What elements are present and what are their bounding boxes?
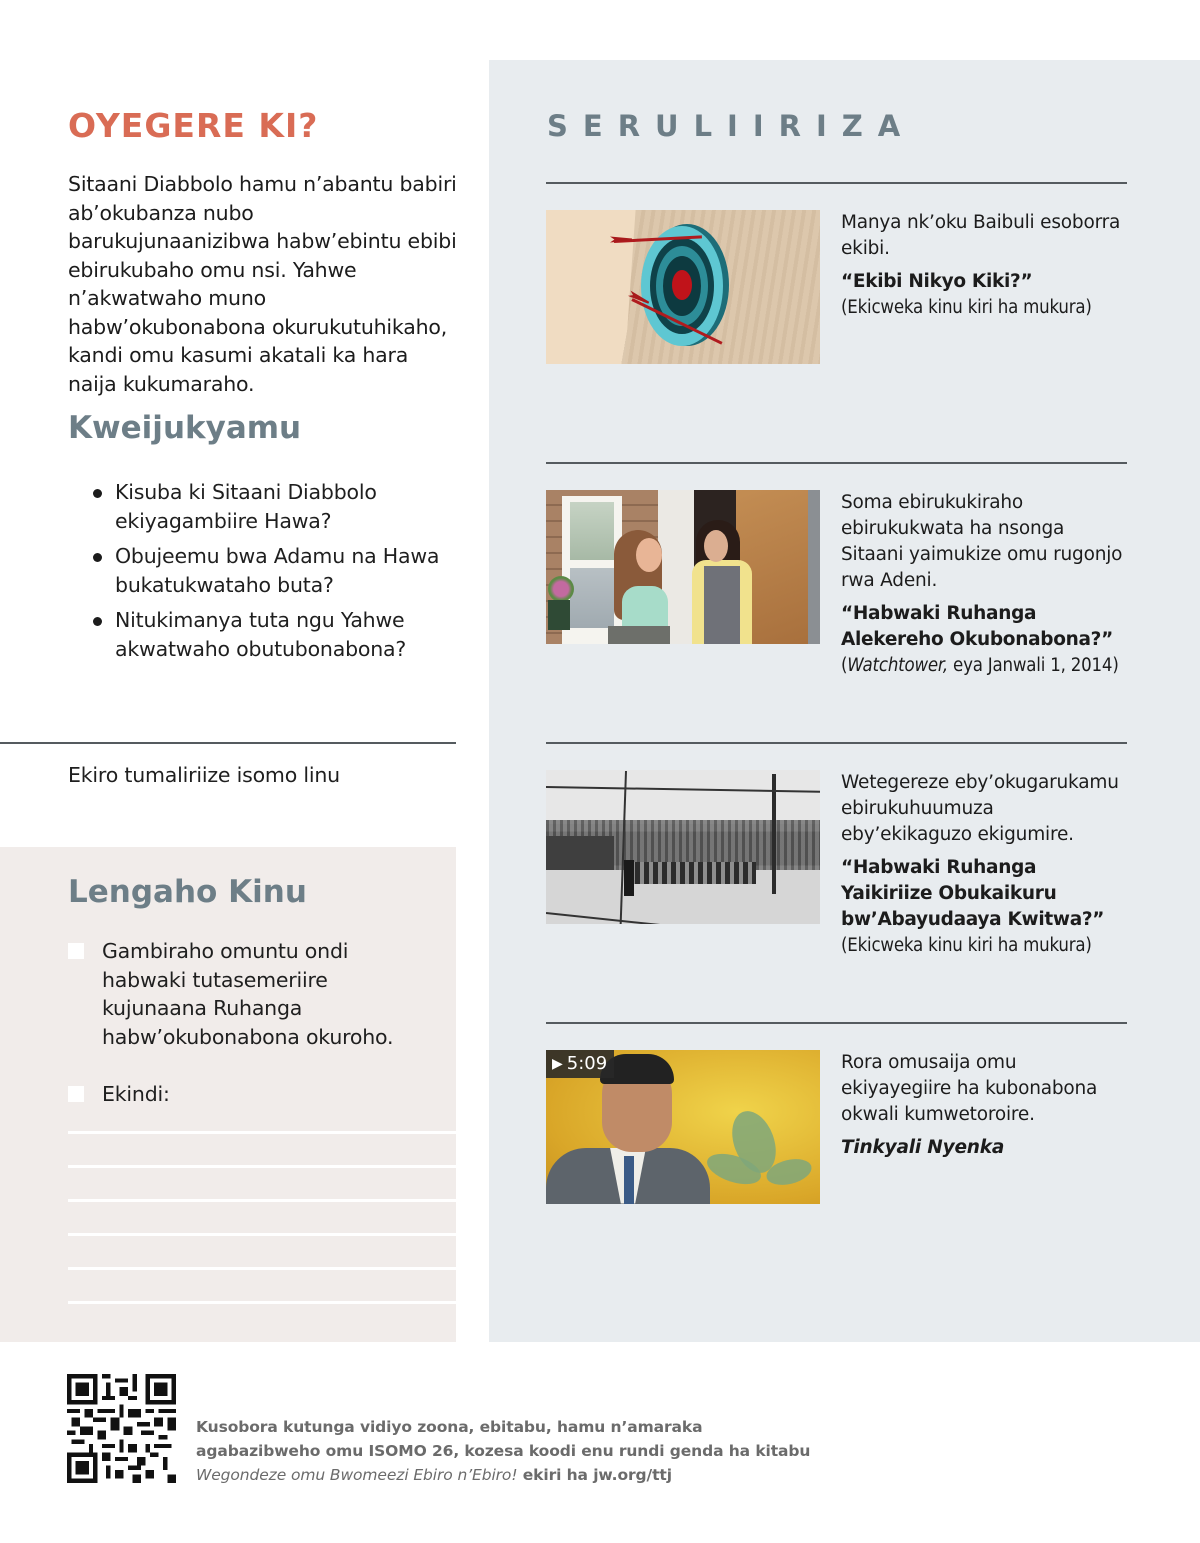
goal-item-other [68, 1080, 438, 1109]
review-question-list [68, 478, 458, 663]
divider [546, 742, 1127, 744]
goal-panel [0, 847, 456, 1342]
checkbox[interactable] [68, 943, 84, 959]
target-image[interactable] [546, 210, 820, 364]
explore-panel [489, 60, 1200, 1342]
summary-section [68, 106, 458, 398]
divider [546, 462, 1127, 464]
summary-body: Sitaani Diabbolo hamu n’abantu babiri ab’okubanza nubo barukujunaanizibwa habw’ebintu ebibi ebirukubaho omu nsi. Yahwe n’akwatwaho muno habw’okubonabona okurukutuhikaho, kandi omu kasumi akatali ka hara naija kukumaraho. [68, 172, 457, 396]
goal-item-label: Ekindi: [102, 1081, 170, 1106]
footer-note: Kusobora kutunga vidiyo zoona, ebitabu, hamu n’amaraka agabazibweho omu ISOMO 26, kozesa koodi enu rundi genda ha kitabu Wegondeze omu Bwomeezi Ebiro n’Ebiro! ekiri ha jw.org/ttj [196, 1418, 811, 1484]
resource-item[interactable] [546, 462, 1127, 679]
goal-checklist [68, 937, 438, 1137]
goal-title: Lengaho Kinu [68, 874, 307, 910]
goal-item [68, 937, 438, 1052]
resource-item[interactable] [546, 182, 1127, 364]
resource-description: Manya nk’oku Baibuli esoborra ekibi. [841, 211, 1121, 259]
divider [0, 742, 456, 744]
checkbox[interactable] [68, 1086, 84, 1102]
camp-image[interactable] [546, 770, 820, 924]
resource-link[interactable]: “Habwaki Ruhanga Alekereho Okubonabona?” [841, 602, 1113, 650]
write-line[interactable] [68, 1233, 456, 1236]
resource-reference: “Ekibi Nikyo Kiki?” (Ekicweka kinu kiri ha mukura) [841, 270, 1092, 318]
qr-code[interactable] [67, 1374, 176, 1483]
review-question: Kisuba ki Sitaani Diabbolo ekiyagambiire Hawa? [93, 478, 458, 535]
write-line[interactable] [68, 1131, 456, 1134]
video-duration-badge [546, 1050, 614, 1078]
resource-reference: “Habwaki Ruhanga Yaikiriize Obukaikuru bw’Abayudaaya Kwitwa?” (Ekicweka kinu kiri ha mukura) [841, 856, 1105, 956]
resource-item[interactable] [546, 742, 1127, 959]
explore-title: SERULIIRIZA [547, 109, 916, 143]
completion-date-prompt: Ekiro tumaliriize isomo linu [68, 763, 340, 787]
video-resource-item[interactable] [546, 1022, 1127, 1204]
review-section [68, 408, 458, 670]
resource-description: Soma ebirukukiraho ebirukukwata ha nsonga Sitaani yaimukize omu rugonjo rwa Adeni. [841, 491, 1123, 591]
write-in-lines[interactable] [68, 1131, 456, 1335]
review-question: Nitukimanya tuta ngu Yahwe akwatwaho obutubonabona? [93, 606, 458, 663]
write-line[interactable] [68, 1199, 456, 1202]
bullet-icon [93, 489, 102, 498]
review-title: Kweijukyamu [68, 410, 302, 446]
play-icon: ▶ [552, 1055, 563, 1072]
video-title-link[interactable]: Tinkyali Nyenka [841, 1136, 1005, 1158]
video-duration: 5:09 [566, 1052, 608, 1074]
resource-description: Wetegereze eby’okugarukamu ebirukuhuumuza eby’ekikaguzo ekigumire. [841, 771, 1119, 845]
write-line[interactable] [68, 1301, 456, 1304]
divider [546, 182, 1127, 184]
resource-link[interactable]: “Habwaki Ruhanga Yaikiriize Obukaikuru bw’Abayudaaya Kwitwa?” [841, 856, 1105, 930]
resource-description: Rora omusaija omu ekiyayegiire ha kubonabona okwali kumwetoroire. [841, 1051, 1098, 1125]
resource-link[interactable]: “Ekibi Nikyo Kiki?” [841, 270, 1033, 292]
divider [546, 1022, 1127, 1024]
review-question: Obujeemu bwa Adamu na Hawa bukatukwataho buta? [93, 542, 458, 599]
resource-reference: “Habwaki Ruhanga Alekereho Okubonabona?” (Watchtower, eya Janwali 1, 2014) [841, 602, 1119, 676]
jw-org-link[interactable]: ekiri ha jw.org/ttj [517, 1466, 672, 1484]
write-line[interactable] [68, 1165, 456, 1168]
goal-item-label: Gambiraho omuntu ondi habwaki tutasemeriire kujunaana Ruhanga habw’okubonabona okuroho. [102, 939, 394, 1050]
video-thumbnail[interactable] [546, 1050, 820, 1204]
doorstep-image[interactable] [546, 490, 820, 644]
write-line[interactable] [68, 1267, 456, 1270]
bullet-icon [93, 617, 102, 626]
bullet-icon [93, 553, 102, 562]
summary-title: OYEGERE KI? [68, 106, 319, 145]
